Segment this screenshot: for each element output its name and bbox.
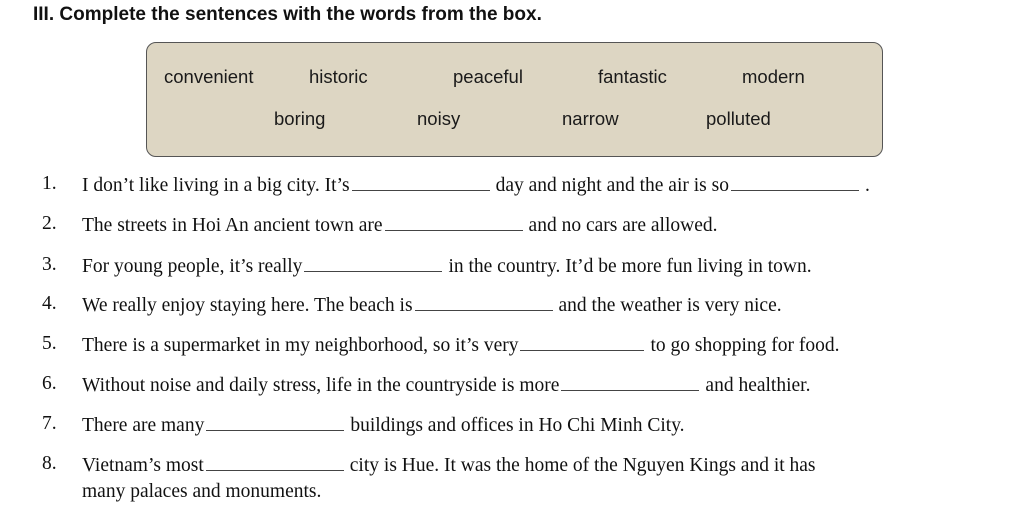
exercise-heading: III. Complete the sentences with the words from the box. — [33, 4, 542, 25]
word-option: convenient — [164, 66, 254, 87]
sentence-number: 2. — [42, 213, 57, 234]
word-option: modern — [742, 66, 805, 87]
word-option: polluted — [706, 108, 771, 129]
sentence-text: many palaces and monuments. — [82, 481, 322, 502]
sentence-text: and healthier. — [705, 375, 811, 396]
word-option: peaceful — [453, 66, 523, 87]
sentence-text: Vietnam’s most — [82, 455, 204, 476]
answer-blank[interactable] — [206, 450, 344, 471]
sentence-text: buildings and offices in Ho Chi Minh City. — [350, 415, 685, 436]
sentence-number: 7. — [42, 413, 57, 434]
sentence-text: to go shopping for food. — [650, 335, 840, 356]
sentence-number: 8. — [42, 453, 57, 474]
sentence-number: 4. — [42, 293, 57, 314]
answer-blank[interactable] — [415, 290, 553, 311]
answer-blank[interactable] — [304, 251, 442, 272]
answer-blank[interactable] — [561, 370, 699, 391]
word-option: narrow — [562, 108, 619, 129]
sentence-text: We really enjoy staying here. The beach is — [82, 295, 413, 316]
sentence-text: and no cars are allowed. — [528, 215, 718, 236]
sentence-text: and the weather is very nice. — [558, 295, 782, 316]
word-box — [146, 42, 883, 157]
sentence-text: There is a supermarket in my neighborhood, so it’s very — [82, 335, 519, 356]
sentence-text: There are many — [82, 415, 205, 436]
sentence-text: For young people, it’s really — [82, 256, 303, 277]
word-option: boring — [274, 108, 326, 129]
sentence-text: The streets in Hoi An ancient town are — [82, 215, 383, 236]
sentence-number: 6. — [42, 373, 57, 394]
sentence-number: 1. — [42, 173, 57, 194]
sentence-text: in the country. It’d be more fun living in town. — [448, 256, 812, 277]
sentence-text: city is Hue. It was the home of the Nguyen Kings and it has — [349, 455, 816, 476]
sentence-text: day and night and the air is so — [495, 175, 729, 196]
answer-blank[interactable] — [206, 410, 344, 431]
sentence-text: . — [864, 175, 870, 196]
word-option: noisy — [417, 108, 461, 129]
answer-blank[interactable] — [520, 330, 644, 351]
answer-blank[interactable] — [385, 210, 523, 231]
sentence-number: 3. — [42, 254, 57, 275]
word-option: fantastic — [598, 66, 667, 87]
answer-blank[interactable] — [352, 170, 490, 191]
sentence-text: I don’t like living in a big city. It’s — [82, 175, 350, 196]
sentence-number: 5. — [42, 333, 57, 354]
sentence-text: Without noise and daily stress, life in the countryside is more — [82, 375, 560, 396]
answer-blank[interactable] — [731, 170, 859, 191]
word-option: historic — [309, 66, 368, 87]
